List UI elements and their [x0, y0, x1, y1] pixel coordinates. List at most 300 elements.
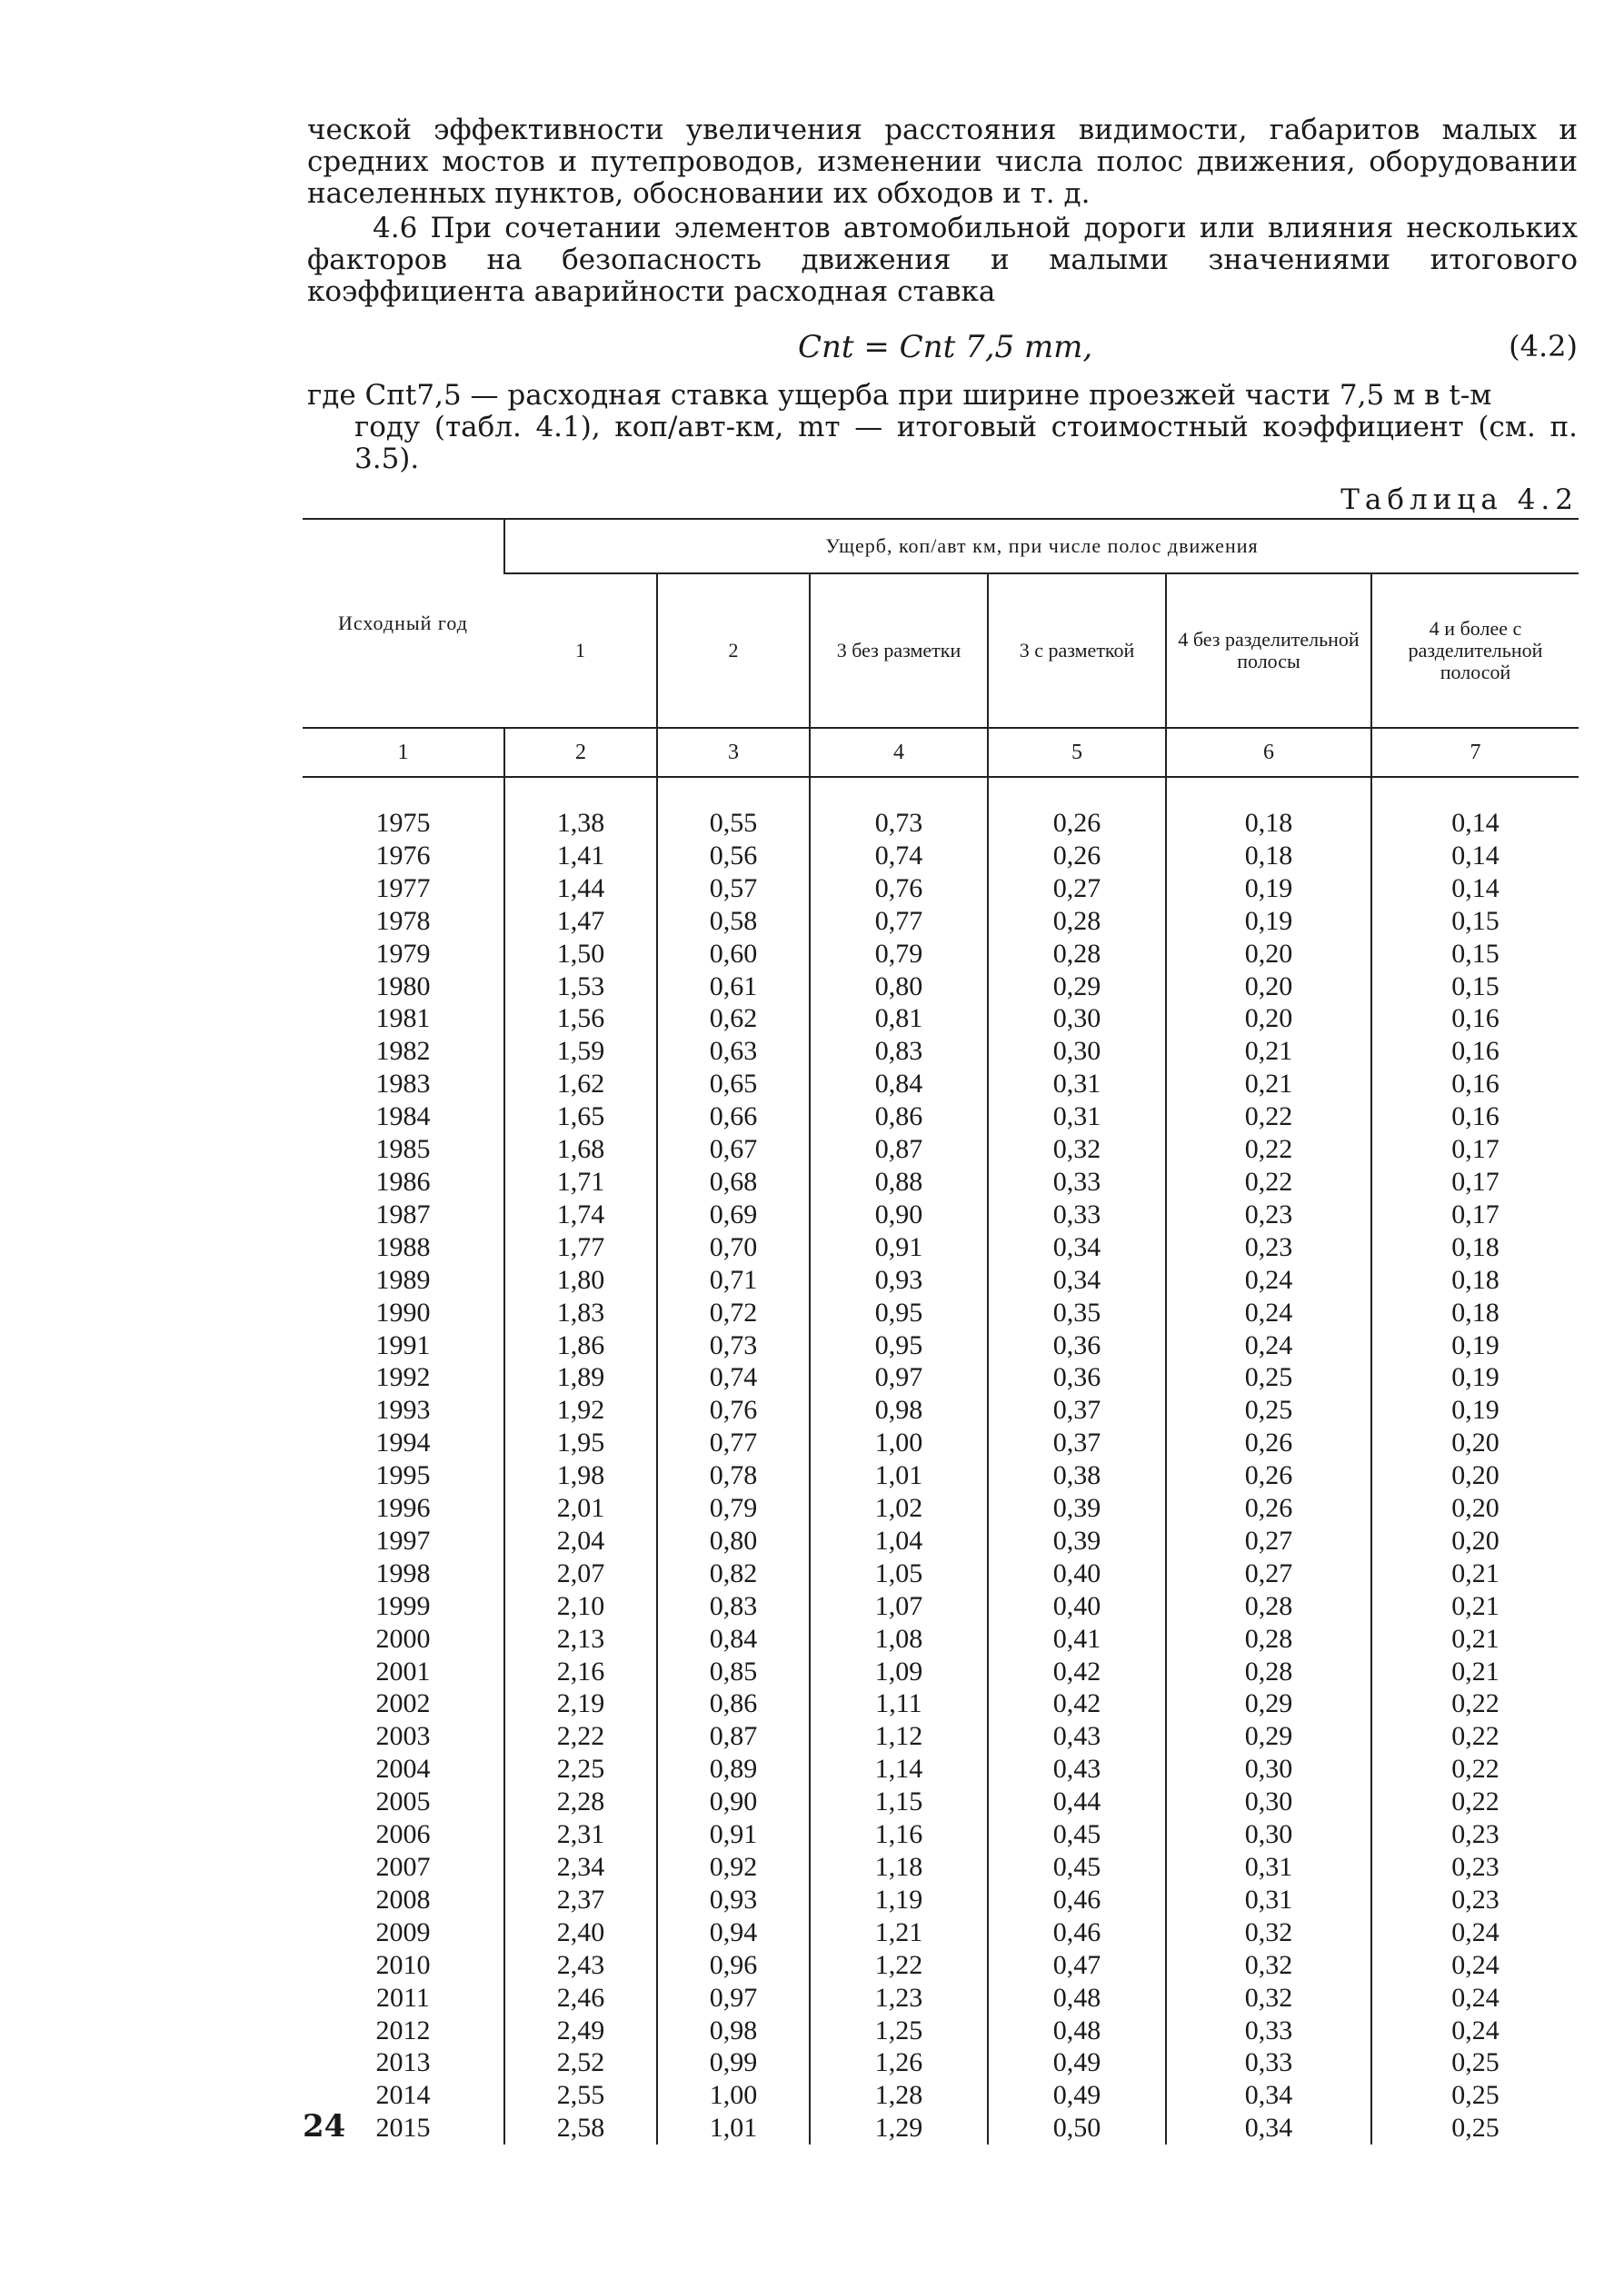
value-cell: 0,14	[1371, 872, 1579, 905]
table-row	[303, 1133, 1579, 1166]
damage-rate-table	[303, 520, 1579, 2145]
value-cell: 0,27	[1166, 1525, 1371, 1558]
formula-explanation	[307, 380, 1578, 475]
value-cell: 0,84	[657, 1623, 810, 1656]
value-cell: 0,85	[657, 1656, 810, 1688]
value-cell: 2,13	[504, 1623, 657, 1656]
table-row	[303, 1916, 1579, 1949]
value-cell: 0,32	[988, 1133, 1166, 1166]
value-cell: 0,29	[988, 970, 1166, 1003]
value-cell: 2,52	[504, 2046, 657, 2079]
year-cell: 2011	[376, 1982, 430, 2013]
value-cell: 2,55	[504, 2079, 657, 2112]
value-cell: 0,84	[810, 1068, 988, 1100]
value-cell: 0,44	[988, 1786, 1166, 1818]
value-cell: 0,82	[657, 1558, 810, 1590]
value-cell: 0,34	[1166, 2079, 1371, 2112]
value-cell: 0,46	[988, 1916, 1166, 1949]
value-cell: 0,26	[1166, 1459, 1371, 1492]
value-cell: 0,32	[1166, 1916, 1371, 1949]
table-row	[303, 1427, 1579, 1459]
table-row	[303, 1100, 1579, 1133]
year-cell: 2013	[375, 2047, 431, 2078]
year-cell: 2001	[375, 1656, 431, 1687]
value-cell: 0,73	[657, 1329, 810, 1362]
year-cell: 1981	[375, 1003, 431, 1034]
value-cell: 0,17	[1371, 1199, 1579, 1231]
table-row	[303, 1166, 1579, 1199]
value-cell: 1,21	[810, 1916, 988, 1949]
year-cell: 2015	[375, 2113, 431, 2144]
value-cell: 1,95	[504, 1427, 657, 1459]
table-row	[303, 1656, 1579, 1688]
value-cell: 1,29	[810, 2112, 988, 2145]
year-cell: 1988	[375, 1231, 431, 1262]
value-cell: 1,25	[810, 2015, 988, 2047]
value-cell: 0,48	[988, 2015, 1166, 2047]
table-row	[303, 1818, 1579, 1851]
table-row	[303, 2079, 1579, 2112]
value-cell: 0,96	[657, 1949, 810, 1982]
value-cell: 0,47	[988, 1949, 1166, 1982]
year-cell: 1982	[375, 1036, 431, 1067]
value-cell: 1,01	[657, 2112, 810, 2145]
value-cell: 1,14	[810, 1753, 988, 1786]
value-cell: 1,86	[504, 1329, 657, 1362]
year-cell: 1987	[375, 1199, 431, 1229]
table-caption: Таблица 4.2	[1340, 483, 1579, 516]
year-cell: 1976	[375, 840, 431, 871]
value-cell: 0,56	[657, 840, 810, 872]
value-cell: 0,24	[1371, 1982, 1579, 2015]
value-cell: 1,53	[504, 970, 657, 1003]
year-cell: 2007	[375, 1852, 431, 1882]
value-cell: 0,22	[1371, 1720, 1579, 1753]
value-cell: 0,76	[810, 872, 988, 905]
value-cell: 1,56	[504, 1002, 657, 1035]
value-cell: 0,22	[1371, 1687, 1579, 1720]
formula-explanation-line2: году (табл. 4.1), коп/авт-км, mт — итоговый стоимостный коэффициент (см. п. 3.5).	[354, 411, 1578, 475]
value-cell: 1,07	[810, 1590, 988, 1623]
year-cell: 1998	[375, 1558, 431, 1588]
subheader-lanes-3: 3 без разметки	[810, 573, 988, 728]
value-cell: 2,22	[504, 1720, 657, 1753]
value-cell: 0,32	[1166, 1982, 1371, 2015]
value-cell: 0,28	[988, 938, 1166, 970]
value-cell: 0,35	[988, 1297, 1166, 1329]
value-cell: 2,10	[504, 1590, 657, 1623]
value-cell: 2,37	[504, 1884, 657, 1916]
value-cell: 1,74	[504, 1199, 657, 1231]
value-cell: 0,99	[657, 2046, 810, 2079]
value-cell: 0,14	[1371, 777, 1579, 840]
value-cell: 0,21	[1166, 1068, 1371, 1100]
value-cell: 0,34	[1166, 2112, 1371, 2145]
value-cell: 0,22	[1371, 1753, 1579, 1786]
value-cell: 0,23	[1371, 1884, 1579, 1916]
value-cell: 0,29	[1166, 1687, 1371, 1720]
value-cell: 0,30	[988, 1002, 1166, 1035]
table-row	[303, 2046, 1579, 2079]
table-row	[303, 1753, 1579, 1786]
value-cell: 0,20	[1371, 1427, 1579, 1459]
column-number: 3	[657, 728, 810, 777]
value-cell: 2,07	[504, 1558, 657, 1590]
value-cell: 0,29	[1166, 1720, 1371, 1753]
value-cell: 1,50	[504, 938, 657, 970]
formula-4-2	[307, 329, 1578, 367]
value-cell: 0,79	[657, 1492, 810, 1525]
value-cell: 0,24	[1371, 1916, 1579, 1949]
value-cell: 0,19	[1371, 1329, 1579, 1362]
value-cell: 0,31	[1166, 1851, 1371, 1884]
value-cell: 0,30	[1166, 1753, 1371, 1786]
year-cell: 1975	[375, 808, 431, 838]
value-cell: 0,95	[810, 1329, 988, 1362]
year-cell: 1978	[375, 905, 431, 936]
value-cell: 1,68	[504, 1133, 657, 1166]
value-cell: 0,60	[657, 938, 810, 970]
value-cell: 0,22	[1166, 1100, 1371, 1133]
value-cell: 2,25	[504, 1753, 657, 1786]
value-cell: 0,31	[988, 1068, 1166, 1100]
value-cell: 1,28	[810, 2079, 988, 2112]
value-cell: 1,38	[504, 777, 657, 840]
value-cell: 0,20	[1371, 1492, 1579, 1525]
value-cell: 2,01	[504, 1492, 657, 1525]
value-cell: 1,41	[504, 840, 657, 872]
value-cell: 0,83	[810, 1035, 988, 1068]
value-cell: 1,16	[810, 1818, 988, 1851]
header-damage-group: Ущерб, коп/авт км, при числе полос движения	[504, 520, 1579, 573]
value-cell: 1,08	[810, 1623, 988, 1656]
value-cell: 0,70	[657, 1231, 810, 1264]
value-cell: 0,31	[1166, 1884, 1371, 1916]
value-cell: 0,23	[1166, 1231, 1371, 1264]
year-cell: 1997	[375, 1525, 431, 1556]
value-cell: 0,19	[1371, 1361, 1579, 1394]
value-cell: 0,20	[1371, 1459, 1579, 1492]
value-cell: 1,02	[810, 1492, 988, 1525]
value-cell: 0,40	[988, 1590, 1166, 1623]
subheader-lanes-5: 4 без разделительной полосы	[1166, 573, 1371, 728]
value-cell: 2,58	[504, 2112, 657, 2145]
table-row	[303, 1199, 1579, 1231]
value-cell: 1,15	[810, 1786, 988, 1818]
value-cell: 1,77	[504, 1231, 657, 1264]
value-cell: 0,30	[1166, 1818, 1371, 1851]
table-row	[303, 840, 1579, 872]
value-cell: 1,47	[504, 905, 657, 938]
table-row	[303, 1231, 1579, 1264]
value-cell: 0,97	[810, 1361, 988, 1394]
value-cell: 0,25	[1166, 1361, 1371, 1394]
value-cell: 0,25	[1371, 2112, 1579, 2145]
value-cell: 0,22	[1371, 1786, 1579, 1818]
year-cell: 1984	[375, 1101, 431, 1132]
table-row	[303, 1329, 1579, 1362]
table-row	[303, 777, 1579, 840]
value-cell: 0,18	[1371, 1264, 1579, 1297]
year-cell: 1999	[375, 1590, 431, 1621]
value-cell: 0,14	[1371, 840, 1579, 872]
year-cell: 1990	[375, 1297, 431, 1328]
table-row	[303, 1949, 1579, 1982]
table-row	[303, 1558, 1579, 1590]
year-cell: 1986	[375, 1166, 431, 1197]
year-cell: 1994	[375, 1428, 431, 1458]
value-cell: 1,23	[810, 1982, 988, 2015]
value-cell: 0,41	[988, 1623, 1166, 1656]
value-cell: 1,09	[810, 1656, 988, 1688]
value-cell: 0,17	[1371, 1166, 1579, 1199]
value-cell: 0,37	[988, 1394, 1166, 1427]
year-cell: 1989	[375, 1264, 431, 1295]
value-cell: 2,19	[504, 1687, 657, 1720]
value-cell: 0,48	[988, 1982, 1166, 2015]
year-cell: 1991	[375, 1329, 431, 1360]
value-cell: 1,11	[810, 1687, 988, 1720]
year-cell: 1980	[375, 970, 431, 1001]
value-cell: 1,98	[504, 1459, 657, 1492]
value-cell: 0,39	[988, 1525, 1166, 1558]
column-number: 4	[810, 728, 988, 777]
value-cell: 0,21	[1371, 1623, 1579, 1656]
column-number: 7	[1371, 728, 1579, 777]
page-number: 24	[303, 2108, 346, 2145]
paragraph-4-6: 4.6 При сочетании элементов автомобильной дороги или влияния нескольких факторов на безопасность движения и малыми значениями итогового коэффициента аварийности расходная ставка	[307, 212, 1578, 308]
value-cell: 0,34	[988, 1231, 1166, 1264]
year-cell: 2010	[375, 1949, 431, 1980]
year-cell: 2002	[375, 1688, 431, 1719]
value-cell: 2,43	[504, 1949, 657, 1982]
value-cell: 0,90	[810, 1199, 988, 1231]
value-cell: 0,98	[657, 2015, 810, 2047]
value-cell: 0,28	[1166, 1656, 1371, 1688]
value-cell: 0,15	[1371, 970, 1579, 1003]
value-cell: 1,62	[504, 1068, 657, 1100]
table-row	[303, 1459, 1579, 1492]
value-cell: 1,05	[810, 1558, 988, 1590]
year-cell: 1996	[375, 1493, 431, 1524]
year-cell: 1977	[375, 872, 431, 903]
value-cell: 0,33	[988, 1199, 1166, 1231]
value-cell: 0,24	[1371, 2015, 1579, 2047]
value-cell: 0,34	[988, 1264, 1166, 1297]
value-cell: 0,58	[657, 905, 810, 938]
value-cell: 0,21	[1371, 1656, 1579, 1688]
value-cell: 0,38	[988, 1459, 1166, 1492]
year-cell: 2006	[375, 1819, 431, 1850]
value-cell: 1,04	[810, 1525, 988, 1558]
year-cell: 2012	[375, 2015, 431, 2045]
table-row	[303, 938, 1579, 970]
table-row	[303, 1361, 1579, 1394]
subheader-lanes-4: 3 с разметкой	[988, 573, 1166, 728]
value-cell: 0,33	[1166, 2046, 1371, 2079]
table-row	[303, 1492, 1579, 1525]
value-cell: 2,49	[504, 2015, 657, 2047]
value-cell: 0,49	[988, 2046, 1166, 2079]
year-cell: 1995	[375, 1460, 431, 1491]
value-cell: 0,33	[1166, 2015, 1371, 2047]
table-row	[303, 1264, 1579, 1297]
value-cell: 0,37	[988, 1427, 1166, 1459]
table-row	[303, 905, 1579, 938]
value-cell: 0,95	[810, 1297, 988, 1329]
value-cell: 0,25	[1166, 1394, 1371, 1427]
year-cell: 2008	[375, 1884, 431, 1915]
value-cell: 0,33	[988, 1166, 1166, 1199]
value-cell: 0,55	[657, 777, 810, 840]
value-cell: 0,23	[1371, 1851, 1579, 1884]
value-cell: 0,23	[1166, 1199, 1371, 1231]
value-cell: 0,78	[657, 1459, 810, 1492]
value-cell: 0,62	[657, 1002, 810, 1035]
table-row	[303, 1297, 1579, 1329]
table-row	[303, 1982, 1579, 2015]
value-cell: 0,80	[657, 1525, 810, 1558]
value-cell: 0,43	[988, 1753, 1166, 1786]
value-cell: 0,24	[1166, 1297, 1371, 1329]
value-cell: 1,22	[810, 1949, 988, 1982]
value-cell: 0,50	[988, 2112, 1166, 2145]
value-cell: 0,16	[1371, 1068, 1579, 1100]
value-cell: 0,94	[657, 1916, 810, 1949]
value-cell: 0,63	[657, 1035, 810, 1068]
value-cell: 2,40	[504, 1916, 657, 1949]
value-cell: 0,88	[810, 1166, 988, 1199]
value-cell: 0,27	[1166, 1558, 1371, 1590]
year-cell: 1993	[375, 1395, 431, 1426]
value-cell: 0,81	[810, 1002, 988, 1035]
value-cell: 0,43	[988, 1720, 1166, 1753]
value-cell: 0,98	[810, 1394, 988, 1427]
value-cell: 0,26	[988, 840, 1166, 872]
value-cell: 0,36	[988, 1361, 1166, 1394]
value-cell: 1,71	[504, 1166, 657, 1199]
value-cell: 0,28	[1166, 1590, 1371, 1623]
value-cell: 2,16	[504, 1656, 657, 1688]
value-cell: 0,77	[810, 905, 988, 938]
value-cell: 0,21	[1371, 1558, 1579, 1590]
table-row	[303, 1068, 1579, 1100]
value-cell: 1,89	[504, 1361, 657, 1394]
header-base-year: Исходный год	[303, 520, 504, 728]
formula-expression: Cпt = Cпt 7,5 mт,	[798, 329, 1093, 365]
value-cell: 0,92	[657, 1851, 810, 1884]
value-cell: 0,93	[657, 1884, 810, 1916]
value-cell: 1,00	[810, 1427, 988, 1459]
value-cell: 1,83	[504, 1297, 657, 1329]
value-cell: 0,83	[657, 1590, 810, 1623]
value-cell: 0,19	[1166, 905, 1371, 938]
value-cell: 1,80	[504, 1264, 657, 1297]
value-cell: 0,26	[988, 777, 1166, 840]
value-cell: 0,31	[988, 1100, 1166, 1133]
formula-explanation-line1: где Cпt7,5 — расходная ставка ущерба при ширине проезжей части 7,5 м в t-м	[307, 379, 1492, 412]
value-cell: 0,89	[657, 1753, 810, 1786]
table-row	[303, 1394, 1579, 1427]
value-cell: 0,45	[988, 1818, 1166, 1851]
value-cell: 2,46	[504, 1982, 657, 2015]
table-row	[303, 1035, 1579, 1068]
value-cell: 0,27	[988, 872, 1166, 905]
value-cell: 0,69	[657, 1199, 810, 1231]
subheader-lanes-2: 2	[657, 573, 810, 728]
value-cell: 0,74	[810, 840, 988, 872]
value-cell: 0,42	[988, 1687, 1166, 1720]
value-cell: 0,74	[657, 1361, 810, 1394]
value-cell: 0,22	[1166, 1133, 1371, 1166]
value-cell: 2,28	[504, 1786, 657, 1818]
paragraph-intro: ческой эффективности увеличения расстояния видимости, габаритов малых и средних мостов и путепроводов, изменении числа полос движения, оборудовании населенных пунктов, обосновании их обходов и т. д.	[307, 114, 1578, 210]
table-row	[303, 1590, 1579, 1623]
value-cell: 0,57	[657, 872, 810, 905]
value-cell: 0,45	[988, 1851, 1166, 1884]
year-cell: 1992	[375, 1362, 431, 1393]
value-cell: 0,24	[1166, 1329, 1371, 1362]
value-cell: 0,30	[988, 1035, 1166, 1068]
year-cell: 1983	[375, 1069, 431, 1100]
value-cell: 0,32	[1166, 1949, 1371, 1982]
value-cell: 0,22	[1166, 1166, 1371, 1199]
value-cell: 0,20	[1371, 1525, 1579, 1558]
value-cell: 2,04	[504, 1525, 657, 1558]
value-cell: 0,28	[988, 905, 1166, 938]
value-cell: 1,65	[504, 1100, 657, 1133]
value-cell: 1,59	[504, 1035, 657, 1068]
value-cell: 0,16	[1371, 1035, 1579, 1068]
table-row	[303, 1525, 1579, 1558]
value-cell: 0,15	[1371, 938, 1579, 970]
value-cell: 0,16	[1371, 1002, 1579, 1035]
value-cell: 0,73	[810, 777, 988, 840]
column-number: 1	[303, 728, 504, 777]
year-cell: 2003	[375, 1721, 431, 1752]
table-row	[303, 872, 1579, 905]
year-cell: 1979	[375, 938, 431, 969]
table-row	[303, 1851, 1579, 1884]
value-cell: 0,15	[1371, 905, 1579, 938]
value-cell: 0,16	[1371, 1100, 1579, 1133]
value-cell: 0,67	[657, 1133, 810, 1166]
year-cell: 2014	[375, 2080, 431, 2111]
value-cell: 2,31	[504, 1818, 657, 1851]
formula-number: (4.2)	[1509, 329, 1578, 363]
value-cell: 1,44	[504, 872, 657, 905]
value-cell: 0,86	[810, 1100, 988, 1133]
value-cell: 0,80	[810, 970, 988, 1003]
value-cell: 0,46	[988, 1884, 1166, 1916]
value-cell: 0,66	[657, 1100, 810, 1133]
value-cell: 1,00	[657, 2079, 810, 2112]
table-row	[303, 1687, 1579, 1720]
value-cell: 0,36	[988, 1329, 1166, 1362]
subheader-lanes-1: 1	[504, 573, 657, 728]
table-row	[303, 1720, 1579, 1753]
value-cell: 0,24	[1371, 1949, 1579, 1982]
value-cell: 0,19	[1166, 872, 1371, 905]
value-cell: 0,87	[810, 1133, 988, 1166]
table-row	[303, 2015, 1579, 2047]
value-cell: 0,26	[1166, 1427, 1371, 1459]
table-row	[303, 1623, 1579, 1656]
value-cell: 0,20	[1166, 938, 1371, 970]
value-cell: 0,42	[988, 1656, 1166, 1688]
value-cell: 0,76	[657, 1394, 810, 1427]
column-number: 5	[988, 728, 1166, 777]
